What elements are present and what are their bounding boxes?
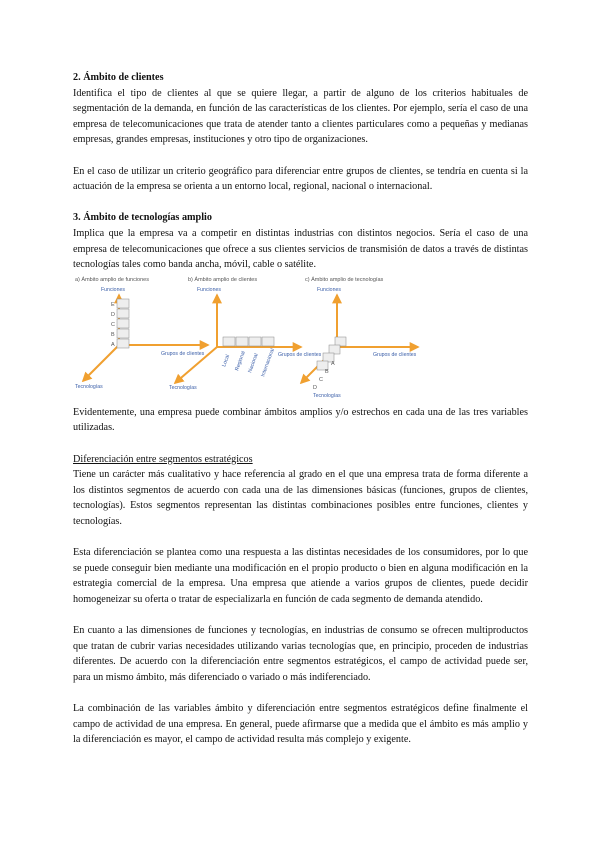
z-axis-label-a: Tecnologías: [75, 383, 103, 390]
document-body: [73, 70, 528, 748]
figure-diagrams: [73, 275, 528, 405]
paragraph: Esta diferenciación se plantea como una respuesta a las distintas necesidades de los consumidores, por lo que se puede conseguir bien mediante una modificación en el propio producto o bien en alguna modificación en la estrategia comercial de la empresa. Una empresa que atiende a varios grupos de clientes, puede decidir homogeneizar su oferta o tratar de especializarla en función de cada segmento de demanda atendido.: [73, 547, 528, 605]
cube-label: D: [313, 384, 317, 391]
paragraph: Identifica el tipo de clientes al que se quiere llegar, a partir de alguno de los criterios habituales de segmentación de la demanda, en función de las características de los clientes. Por ejemplo, sería el caso de una empresa de telecomunicaciones que trata de atender tanto a clientes particulares como a pequeñas y medianas empresas, grandes empresas, instituciones y otro tipo de organizaciones.: [73, 87, 528, 146]
cube-label: A: [111, 341, 115, 348]
section-heading-ambito-clientes: 2. Ámbito de clientes: [73, 72, 164, 83]
figure-ambitos: [73, 275, 528, 405]
diagram-b: [169, 276, 322, 391]
cube-stack-a: [117, 299, 129, 348]
caption-b: b) Ámbito amplio de clientes: [188, 276, 258, 283]
y-axis-label-c: Funciones: [317, 286, 341, 293]
paragraph: En el caso de utilizar un criterio geográfico para diferenciar entre grupos de clientes, se tendría en cuenta si la actuación de la empresa se orienta a un entorno local, regional, nacional o internacional.: [73, 165, 528, 193]
cube-label: E: [111, 301, 115, 308]
cube-label: Internacional: [260, 347, 277, 378]
cube-label: Local: [221, 353, 232, 368]
x-axis-label-c: Grupos de clientes: [373, 351, 417, 358]
z-axis-a: [83, 345, 119, 381]
cube-label: A: [331, 360, 335, 367]
cube-row-b: [223, 337, 274, 346]
diagram-c: [301, 276, 418, 399]
section-heading-diferenciacion: Diferenciación entre segmentos estratégicos: [73, 453, 253, 465]
cube-label: C: [111, 321, 115, 328]
cube-label: B: [325, 368, 329, 375]
paragraph: La combinación de las variables ámbito y diferenciación entre segmentos estratégicos define finalmente el campo de actividad de una empresa. En general, puede afirmarse que a medida que el ámbito es más amplio y la diferenciación es mayor, el campo de actividad resulta más complejo y exigente.: [73, 703, 528, 746]
paragraph: Implica que la empresa va a competir en distintas industrias con distintos negocios. Sería el caso de una empresa de telecomunicaciones que ofrece a sus clientes servicios de transmisión de datos a través de distintas tecnologías tales como banda ancha, móvil, cable o satélite.: [73, 227, 528, 271]
paragraph: Evidentemente, una empresa puede combinar ámbitos amplios y/o estrechos en cada una de las tres variables utilizadas.: [73, 406, 528, 434]
cube-label: Nacional: [247, 352, 260, 374]
paragraph: Tiene un carácter más cualitativo y hace referencia al grado en el que una empresa trata de forma diferente a los distintos segmentos de acuerdo con cada una de las dimensiones básicas (funciones, grupos de clientes, tecnologías). Estos segmentos representan las distintas combinaciones posibles entre funciones, clientes y tecnologías.: [73, 469, 528, 527]
caption-a: a) Ámbito amplio de funciones: [75, 276, 149, 283]
y-axis-label-a: Funciones: [101, 286, 125, 293]
cube-label: D: [111, 311, 115, 318]
paragraph: En cuanto a las dimensiones de funciones y tecnologías, en industrias de consumo se ofrecen multiproductos que tratan de cubrir varias necesidades utilizando varias tecnologías que, en principio, proceden de industrias diferentes. De acuerdo con la diferenciación entre segmentos estratégicos, el campo de actividad puede ser, para un mismo ámbito, más diferenciado o variado o más indiferenciado.: [73, 625, 528, 683]
x-axis-label-a: Grupos de clientes: [161, 350, 205, 357]
cube-label: Regional: [234, 350, 247, 372]
cube-label: B: [111, 331, 115, 338]
z-axis-label-b: Tecnologías: [169, 384, 197, 391]
y-axis-label-b: Funciones: [197, 286, 221, 293]
caption-c: c) Ámbito amplio de tecnologías: [305, 276, 384, 283]
z-axis-label-c: Tecnologías: [313, 392, 341, 399]
x-axis-label-b: Grupos de clientes: [278, 351, 322, 358]
section-heading-ambito-tecnologias: 3. Ámbito de tecnologías amplio: [73, 212, 212, 224]
cube-label: C: [319, 376, 323, 383]
